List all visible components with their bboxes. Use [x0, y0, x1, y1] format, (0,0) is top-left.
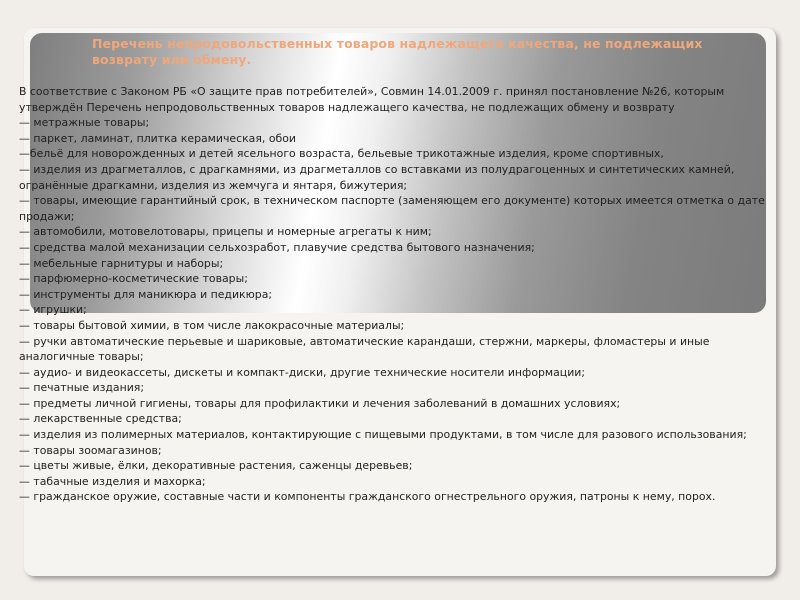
list-item: — товары бытовой химии, в том числе лакокрасочные материалы; — [19, 318, 405, 332]
list-item: — игрушки; — [19, 303, 87, 317]
list-item: — предметы личной гигиены, товары для профилактики и лечения заболеваний в домашних условиях; — [19, 396, 621, 410]
list-item: — табачные изделия и махорка; — [19, 474, 206, 488]
list-item: — парфюмерно-косметические товары; — [19, 272, 248, 286]
list-item: — аудио- и видеокассеты, дискеты и компакт-диски, другие технические носители информации; — [19, 365, 586, 379]
list-item: — товары зоомагазинов; — [19, 443, 162, 457]
list-item: — инструменты для маникюра и педикюра; — [19, 287, 273, 301]
list-item: — гражданское оружие, составные части и компоненты гражданского огнестрельного оружия, патроны к нему, порох. — [19, 490, 716, 504]
list-item: — изделия из драгметаллов, с драгкамнями, из драгметаллов со вставками из полудрагоценных и синтетических камней, огранённые драгкамни, изделия из жемчуга и янтаря, бижутерия; — [19, 162, 735, 192]
list-item: — ручки автоматические перьевые и шариковые, автоматические карандаши, стержни, маркеры, фломастеры и иные аналогичные товары; — [19, 334, 710, 364]
list-item: — средства малой механизации сельхозработ, плавучие средства бытового назначения; — [19, 240, 535, 254]
slide-body — [19, 84, 781, 505]
list-item: — автомобили, мотовелотовары, прицепы и номерные агрегаты к ним; — [19, 225, 432, 239]
slide-title: Перечень непродовольственных товаров надлежащего качества, не подлежащих возврату или обмену. — [92, 36, 703, 67]
list-item: — паркет, ламинат, плитка керамическая, обои — [19, 131, 296, 145]
list-item: — печатные издания; — [19, 381, 144, 395]
list-item: —бельё для новорожденных и детей ясельного возраста, бельевые трикотажные изделия, кроме спортивных, — [19, 147, 664, 161]
list-item: — метражные товары; — [19, 116, 150, 130]
list-item: — лекарственные средства; — [19, 412, 182, 426]
intro-paragraph: В соответствие с Законом РБ «О защите прав потребителей», Совмин 14.01.2009 г. принял постановление №26, которым утверждён Перечень непродовольственных товаров надлежащего качества, не подлежащих обмену и возврату — [19, 85, 725, 114]
list-item: — товары, имеющие гарантийный срок, в техническом паспорте (заменяющем его документе) которых имеется отметка о дате продажи; — [19, 194, 765, 223]
list-item: — мебельные гарнитуры и наборы; — [19, 256, 224, 270]
list-item: — цветы живые, ёлки, декоративные растения, саженцы деревьев; — [19, 459, 413, 473]
list-item: — изделия из полимерных материалов, контактирующие с пищевыми продуктами, в том числе для разового использования; — [19, 428, 747, 442]
